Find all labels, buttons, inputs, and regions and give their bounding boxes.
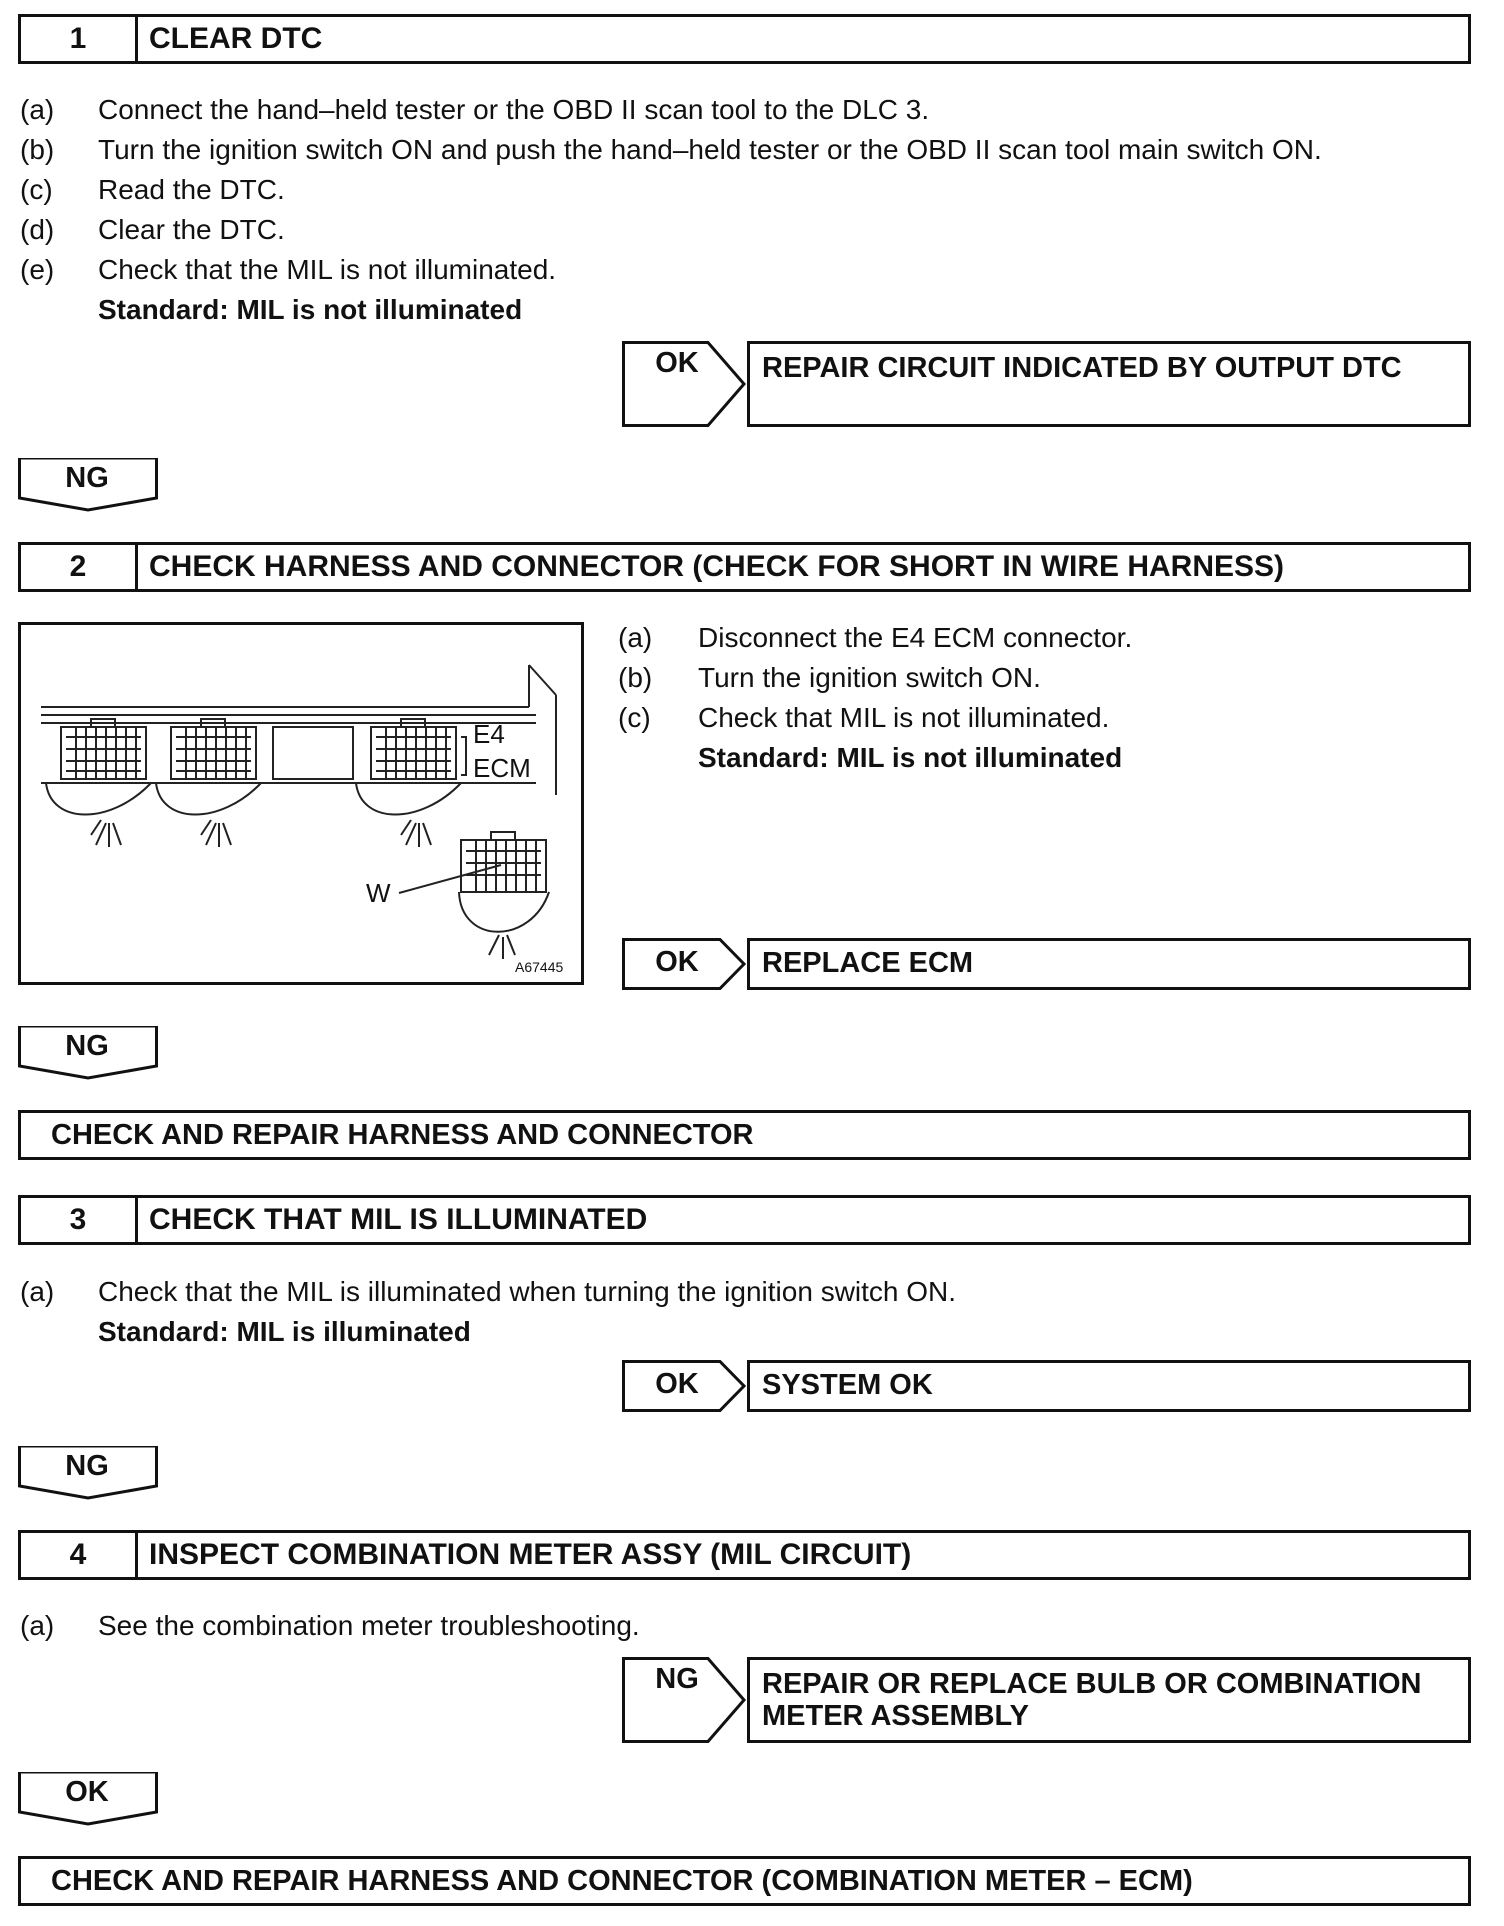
ok-label: OK [655, 1368, 699, 1400]
figure-connector-label: E4 [473, 719, 505, 749]
step-3-standard: Standard: MIL is illuminated [98, 1316, 471, 1347]
ecm-connector-diagram [21, 625, 581, 982]
step-title: INSPECT COMBINATION METER ASSY (MIL CIRCUIT) [149, 1538, 912, 1571]
ok-arrow-tag [18, 1772, 158, 1826]
step-title: CHECK HARNESS AND CONNECTOR (CHECK FOR SHORT IN WIRE HARNESS) [149, 550, 1285, 583]
item-label: (d) [20, 214, 55, 245]
step-1-header [18, 14, 1471, 64]
ecm-connector-figure [18, 622, 584, 985]
figure-wire-label: W [366, 878, 391, 908]
ok-result-box: REPAIR CIRCUIT INDICATED BY OUTPUT DTC [747, 341, 1471, 427]
item-text: Turn the ignition switch ON. [698, 662, 1041, 693]
item-text: Clear the DTC. [98, 214, 285, 245]
item-text: Check that MIL is not illuminated. [698, 702, 1110, 733]
step-number: 4 [21, 1533, 138, 1577]
step-number: 1 [21, 17, 138, 61]
item-text: Check that the MIL is illuminated when turning the ignition switch ON. [98, 1276, 957, 1307]
item-label: (c) [618, 702, 651, 733]
ok-result-box: SYSTEM OK [747, 1360, 1471, 1412]
step-number: 3 [21, 1198, 138, 1242]
item-label: (a) [20, 1610, 55, 1641]
ok-arrow-tag [622, 1360, 746, 1412]
item-text: Connect the hand–held tester or the OBD II scan tool to the DLC 3. [98, 94, 930, 125]
ng-result-line-1: REPAIR OR REPLACE BULB OR COMBINATION [762, 1668, 1422, 1700]
ok-arrow-tag [622, 938, 746, 990]
ok-label: OK [655, 946, 699, 978]
step-1-standard: Standard: MIL is not illuminated [98, 294, 523, 325]
item-text: Disconnect the E4 ECM connector. [698, 622, 1133, 653]
step-2-header [18, 542, 1471, 592]
ng-label: NG [65, 462, 109, 494]
item-label: (a) [20, 1276, 55, 1307]
ng-label: NG [65, 1450, 109, 1482]
ok-label: OK [65, 1776, 109, 1808]
item-label: (a) [20, 94, 55, 125]
ng-label: NG [65, 1030, 109, 1062]
step-4-header [18, 1530, 1471, 1580]
figure-ecm-label: ECM [473, 753, 531, 783]
ng-result-box [747, 1657, 1471, 1743]
item-label: (b) [618, 662, 653, 693]
step-number: 2 [21, 545, 138, 589]
step-title: CHECK THAT MIL IS ILLUMINATED [149, 1203, 648, 1236]
step-3-header [18, 1195, 1471, 1245]
ok-arrow-tag [622, 341, 746, 427]
figure-id: A67445 [515, 959, 564, 975]
item-label: (b) [20, 134, 55, 165]
ng-result-line-2: METER ASSEMBLY [762, 1700, 1029, 1732]
item-text: Turn the ignition switch ON and push the hand–held tester or the OBD II scan tool main switch ON. [98, 134, 1322, 165]
ng-arrow-tag [622, 1657, 746, 1743]
item-label: (c) [20, 174, 53, 205]
ng-arrow-tag [18, 1446, 158, 1500]
ok-label: OK [655, 347, 699, 379]
step-title: CLEAR DTC [149, 22, 323, 55]
ng-arrow-tag [18, 1026, 158, 1080]
ok-result-box: REPLACE ECM [747, 938, 1471, 990]
step-2-standard: Standard: MIL is not illuminated [698, 742, 1123, 773]
item-label: (a) [618, 622, 653, 653]
ng-label: NG [655, 1663, 699, 1695]
ng-arrow-tag [18, 458, 158, 512]
item-text: Read the DTC. [98, 174, 285, 205]
step-4-ok-result: CHECK AND REPAIR HARNESS AND CONNECTOR (COMBINATION METER – ECM) [18, 1856, 1471, 1906]
step-2-ng-result: CHECK AND REPAIR HARNESS AND CONNECTOR [18, 1110, 1471, 1160]
item-text: See the combination meter troubleshooting. [98, 1610, 640, 1641]
item-label: (e) [20, 254, 55, 285]
item-text: Check that the MIL is not illuminated. [98, 254, 557, 285]
